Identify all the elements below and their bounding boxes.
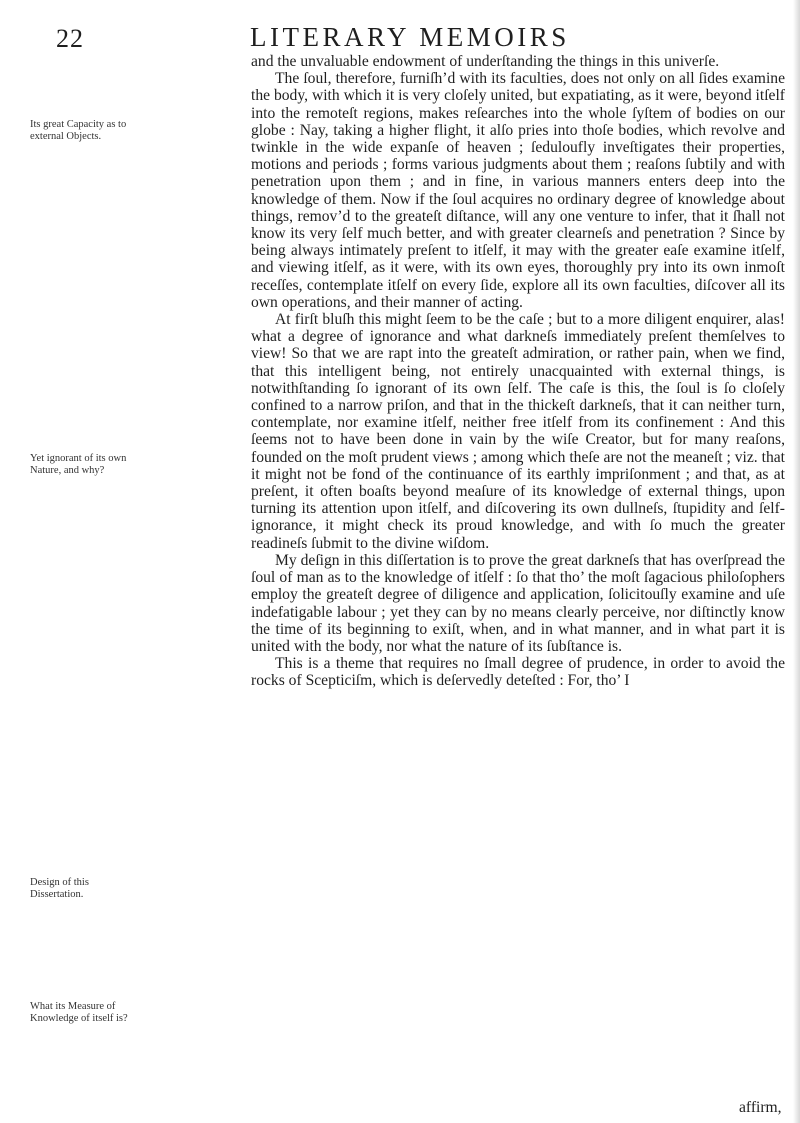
margin-note-measure: What its Measure of Knowledge of itself is? [30, 1001, 128, 1024]
page-number: 22 [56, 24, 84, 53]
paragraph: and the unvaluable endowment of underſtanding the things in this univerſe. [251, 53, 720, 70]
margin-note-ignorance: Yet ignorant of its own Nature, and why? [30, 453, 127, 476]
paragraph: At firſt bluſh this might ſeem to be the caſe ; but to a more diligent enquirer, alas! what a degree of ignorance and what darkneſs immediately preſent themſelves to view! So that we are rapt into the greateſt admiration, or rather pain, when we find, that this intelligent being, not entirely unacquainted with external things, is notwithſtanding ſo ignorant of its own ſelf. The caſe is this, the ſoul is ſo cloſely confined to a narrow priſon, and that in the thickeſt darkneſs, that it can neither turn, contemplate, nor examine itſelf, neither free itſelf from its confinement : And this ſeems not to have been done in vain by the wiſe Creator, but for many reaſons, founded on the moſt prudent views ; among which theſe are not the meaneſt ; viz. that it might not be fond of the continuance of its earthly impriſonment ; and that, as at preſent, it often boaſts beyond meaſure of its knowledge of external things, upon turning its attention upon itſelf, and diſcovering its own dullneſs, ſtupidity and ſelf-ignorance, it might check its proud knowledge, and with ſo much the greater readineſs ſubmit to the divine wiſdom. [251, 311, 785, 552]
margin-note-capacity: Its great Capacity as to external Objects. [30, 119, 127, 142]
paragraph: This is a theme that requires no ſmall degree of prudence, in order to avoid the rocks of Scepticiſm, which is deſervedly deteſted : For, tho’ I [251, 655, 785, 690]
margin-note-design: Design of this Dissertation. [30, 877, 89, 900]
running-title: LITERARY MEMOIRS [250, 22, 570, 52]
page-edge-shadow [793, 0, 800, 1123]
catchword: affirm, [739, 1099, 782, 1116]
paragraph: My deſign in this diſſertation is to prove the great darkneſs that has overſpread the ſoul of man as to the knowledge of itſelf : ſo that tho’ the moſt ſagacious philoſophers employ the greateſt degree of diligence and application, ſolicitouſly examine and uſe indefatigable labour ; yet they can by no means clearly perceive, nor diſtinctly know the time of its beginning to exiſt, when, and in what manner, and in what part it is united with the body, nor what the nature of its ſubſtance is. [251, 551, 785, 655]
paragraph: The ſoul, therefore, furniſh’d with its faculties, does not only on all ſides examine the body, with which it is very cloſely united, but expatiating, as it were, beyond itſelf into the remoteſt regions, makes reſearches into the whole ſyſtem of bodies on our globe : Nay, taking a higher flight, it alſo pries into thoſe bodies, which revolve and twinkle in the wide expanſe of heaven ; ſeduloufly inveſtigates their properties, motions and periods ; forms various judgments about them ; reaſons ſubtily and with penetration upon them ; and in fine, in various manners enters deep into the knowledge of them. Now if the ſoul acquires no ordinary degree of knowledge about things, remov’d to the greateſt diſtance, will any one venture to infer, that it ſhall not know its very ſelf much better, and with greater clearneſs and penetration ? Since by being always intimately preſent to itſelf, it may with the greater eaſe examine itſelf, and viewing itſelf, as it were, with its own eyes, thoroughly pry into its own inmoſt receſſes, contemplate itſelf on every ſide, explore all its own faculties, diſcover all its own operations, and their manner of acting. [251, 70, 785, 311]
body-text [251, 53, 785, 690]
